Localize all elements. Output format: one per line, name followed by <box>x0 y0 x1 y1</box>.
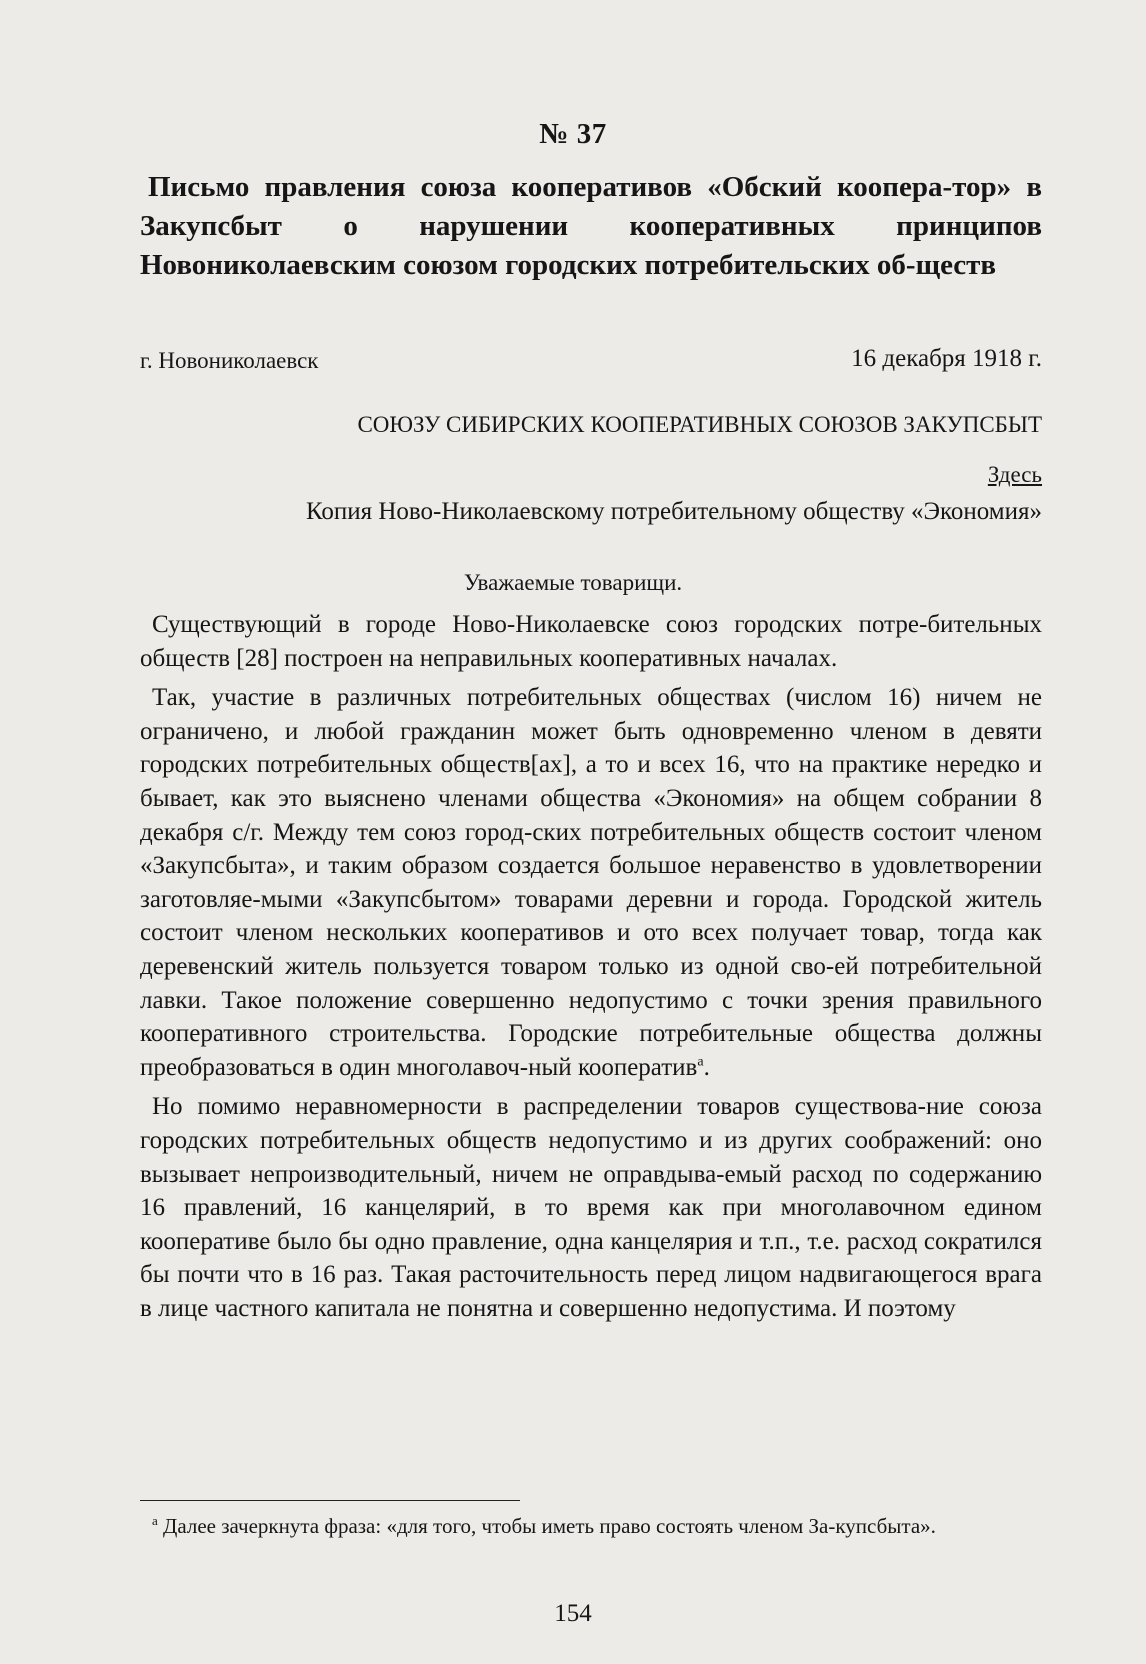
salutation: Уважаемые товарищи. <box>463 570 683 595</box>
paragraph-2 <box>140 681 1042 1084</box>
document-number: № 37 <box>539 118 607 150</box>
copy-recipient: Копия Ново-Николаевскому потребительному обществу «Экономия» <box>305 498 1042 525</box>
footnote <box>140 1510 1042 1543</box>
place-of-writing: г. Новониколаевск <box>140 348 319 373</box>
paragraph-3: Но помимо неравномерности в распределении товаров существова-ние союза городских потребительных обществ недопустимо и из других соображений: оно вызывает непроизводительный, ничем не оправдыва-емый расход по содержанию 16 правлений, 16 канцелярий, в то время как при многолавочном едином кооперативе было бы одно правление, одна канцелярия и т.п., т.е. расход сократился бы почти что в 16 раз. Такая расточительность перед лицом надвигающегося врага в лице частного капитала не понятна и совершенно недопустима. И поэтому <box>140 1093 1042 1322</box>
document-title: Письмо правления союза кооперативов «Обский коопера-тор» в Закупсбыт о нарушении кооперативных принципов Новониколаевским союзом городских потребительских об-ществ <box>140 171 1042 281</box>
paragraph-2-end: . <box>703 1053 710 1081</box>
letter-body <box>140 608 1042 1331</box>
addressee: СОЮЗУ СИБИРСКИХ КООПЕРАТИВНЫХ СОЮЗОВ ЗАКУПСБЫТ <box>357 412 1042 437</box>
document-date: 16 декабря 1918 г. <box>851 345 1042 372</box>
paragraph-2-text: Так, участие в различных потребительных обществах (числом 16) ничем не ограничено, и любой гражданин может быть одновременно членом в девяти городских потребительных обществ[ах], а то и всех 16, что на практике нередко и бывает, как это выяснено членами общества «Экономия» на общем собрании 8 декабря с/г. Между тем союз город-ских потребительных обществ состоит членом «Закупсбыта», и таким образом создается большое неравенство в удовлетворении заготовляе-мыми «Закупсбытом» товарами деревни и города. Городской житель состоит членом нескольких кооперативов и ото всех получает товар, тогда как деревенский житель пользуется товаром только из одной сво-ей потребительной лавки. Такое положение совершенно недопустимо с точки зрения правильного кооперативного строительства. Городские потребительные общества должны преобразоваться в один многолавоч-ный кооператив <box>140 684 1042 1081</box>
footnote-text: Далее зачеркнута фраза: «для того, чтобы иметь право состоять членом За-купсбыта». <box>163 1514 936 1538</box>
footnote-reference: а <box>697 1054 704 1070</box>
page-number: 154 <box>554 1600 592 1627</box>
footnote-marker: а <box>152 1513 158 1528</box>
footnote-divider <box>140 1500 520 1501</box>
addressee-location: Здесь <box>987 462 1042 487</box>
paragraph-1: Существующий в городе Ново-Николаевске союз городских потре-бительных обществ [28] построен на неправильных кооперативных началах. <box>140 611 1042 672</box>
